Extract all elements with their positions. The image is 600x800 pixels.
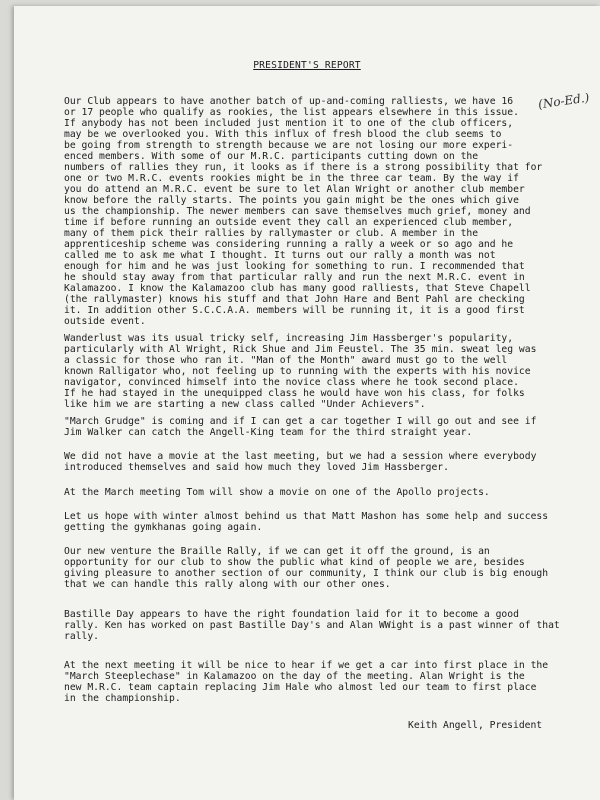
text-line: that we can handle this rally along with our other ones. xyxy=(64,579,391,590)
text-line: giving pleasure to another section of our community, I think our club is big enough xyxy=(64,568,549,579)
signature: Keith Angell, President xyxy=(408,720,543,731)
text-line: rally. Ken has worked on past Bastille Day's and Alan WWight is a past winner of that xyxy=(64,620,560,631)
document-page xyxy=(14,6,600,800)
text-line: rally. xyxy=(64,631,99,642)
text-line: "March Steeplechase" in Kalamazoo on the day of the meeting. Alan Wright is the xyxy=(64,671,525,682)
text-line: At the next meeting it will be nice to hear if we get a car into first place in the xyxy=(64,660,549,671)
text-line: new M.R.C. team captain replacing Jim Hale who almost led our team to first place xyxy=(64,682,537,693)
text-line: opportunity for our club to show the public what kind of people we are, besides xyxy=(64,557,525,568)
text-line: navigator, convinced himself into the novice class where he took second place. xyxy=(64,377,519,388)
text-line: time if before running an outside event they call an experienced club member, xyxy=(64,217,514,228)
text-line: Kalamazoo. I know the Kalamazoo club has many good ralliests, that Steve Chapell xyxy=(64,283,531,294)
text-line: numbers of rallies they run, it looks as if there is a strong possibility that for xyxy=(64,162,543,173)
text-line: If he had stayed in the unequipped class he would have won his class, for folks xyxy=(64,388,525,399)
page-title: PRESIDENT'S REPORT xyxy=(253,60,361,71)
text-line: or 17 people who qualify as rookies, the list appears elsewhere in this issue. xyxy=(64,107,519,118)
text-line: be going from strength to strength because we are not losing our more experi- xyxy=(64,140,514,151)
text-line: We did not have a movie at the last meeting, but we had a session where everybody xyxy=(64,451,537,462)
text-line: Our new venture the Braille Rally, if we can get it off the ground, is an xyxy=(64,546,490,557)
text-line: apprenticeship scheme was considering running a rally a week or so ago and he xyxy=(64,239,514,250)
text-line: known Ralligator who, not feeling up to running with the experts with his novice xyxy=(64,366,531,377)
paragraph-next-meeting xyxy=(64,660,584,704)
paragraph-last-meeting xyxy=(64,451,584,473)
text-line: it. In addition other S.C.C.A.A. members will be running it, it is a good first xyxy=(64,305,525,316)
paragraph-bastille-day xyxy=(64,609,584,642)
text-line: introduced themselves and said how much they loved Jim Hassberger. xyxy=(64,462,449,473)
text-line: may be we overlooked you. With this influx of fresh blood the club seems to xyxy=(64,129,502,140)
text-line: enced members. With some of our M.R.C. participants cutting down on the xyxy=(64,151,479,162)
text-line: If anybody has not been included just mention it to one of the club officers, xyxy=(64,118,514,129)
handwritten-note: (No-Ed.) xyxy=(537,90,591,112)
paragraph-march-meeting xyxy=(64,487,584,498)
text-line: Our Club appears to have another batch of up-and-coming ralliests, we have 16 xyxy=(64,96,514,107)
text-line: (the rallymaster) knows his stuff and that John Hare and Bent Pahl are checking xyxy=(64,294,525,305)
text-line: called me to ask me what I thought. It turns out our rally a month was not xyxy=(64,250,496,261)
paragraph-march-grudge xyxy=(64,416,584,438)
text-line: know before the rally starts. The points you gain might be the ones which give xyxy=(64,195,519,206)
text-line: Bastille Day appears to have the right foundation laid for it to become a good xyxy=(64,609,519,620)
text-line: like him we are starting a new class called "Under Achievers". xyxy=(64,399,426,410)
text-line: he should stay away from that particular rally and run the next M.R.C. event in xyxy=(64,272,525,283)
text-line: getting the gymkhanas going again. xyxy=(64,522,263,533)
text-line: us the championship. The newer members can save themselves much grief, money and xyxy=(64,206,531,217)
text-line: you do attend an M.R.C. event be sure to let Alan Wright or another club member xyxy=(64,184,525,195)
text-line: particularly with Al Wright, Rick Shue and Jim Feustel. The 35 min. sweat leg was xyxy=(64,344,537,355)
text-line: one or two M.R.C. events rookies might be in the three car team. By the way if xyxy=(64,173,519,184)
text-line: in the championship. xyxy=(64,693,181,704)
text-line: Let us hope with winter almost behind us that Matt Mashon has some help and success xyxy=(64,511,549,522)
text-line: a classic for those who ran it. "Man of the Month" award must go to the well xyxy=(64,355,508,366)
text-line: enough for him and he was just looking for something to run. I recommended that xyxy=(64,261,525,272)
text-line: outside event. xyxy=(64,316,146,327)
paragraph-braille-rally xyxy=(64,546,584,590)
paragraph-wanderlust xyxy=(64,333,584,410)
text-line: Wanderlust was its usual tricky self, increasing Jim Hassberger's popularity, xyxy=(64,333,514,344)
text-line: At the March meeting Tom will show a movie on one of the Apollo projects. xyxy=(64,487,490,498)
text-line: Jim Walker can catch the Angell-King team for the third straight year. xyxy=(64,427,473,438)
paragraph-rookies xyxy=(64,96,584,327)
text-line: many of them pick their rallies by rallymaster or club. A member in the xyxy=(64,228,479,239)
paragraph-gymkhanas xyxy=(64,511,584,533)
text-line: "March Grudge" is coming and if I can get a car together I will go out and see if xyxy=(64,416,537,427)
